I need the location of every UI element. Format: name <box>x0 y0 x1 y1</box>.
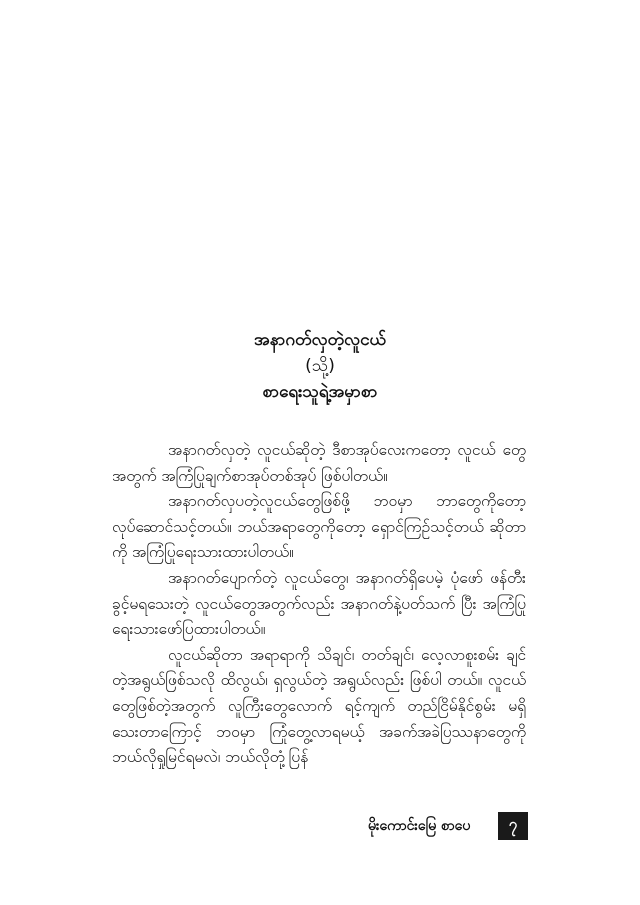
footer-author: မိုးကောင်းမြေ စာပေ <box>368 818 471 834</box>
page-subtitle: စာရေးသူရဲ့အမှာစာ <box>262 382 378 402</box>
title-conjunction: (သို့) <box>305 356 335 376</box>
title-block <box>0 327 640 405</box>
page-footer <box>360 812 528 840</box>
page-number: ၇ <box>508 815 518 833</box>
page-title: အနာဂတ်လှတဲ့လူငယ် <box>253 330 386 350</box>
page-number-box <box>498 812 528 840</box>
paragraph-1: အနာဂတ်လှတဲ့ လူငယ်ဆိုတဲ့ ဒီစာအုပ်လေးကတော့ လူငယ် တွေအတွက် အကြံပြုချက်စာအုပ်တစ်အုပ် ဖြစ်ပါတယ်။ <box>112 441 526 485</box>
paragraph-3: အနာဂတ်ပျောက်တဲ့ လူငယ်တွေ၊ အနာဂတ်ရှိပေမဲ့ ပုံဖော် ဖန်တီးခွင့်မရသေးတဲ့ လူငယ်တွေအတွက်လည်း အနာဂတ်နဲ့ပတ်သက် ပြီး အကြံပြုရေးသားဖော်ပြထားပါတယ်။ <box>112 568 526 639</box>
body-text <box>112 438 526 771</box>
paragraph-4: လူငယ်ဆိုတာ အရာရာကို သိချင်၊ တတ်ချင်၊ လေ့လာစူးစမ်း ချင်တဲ့အရွယ်ဖြစ်သလို ထိလွယ်၊ ရှလွယ်တဲ့ အရွယ်လည်း ဖြစ်ပါ တယ်။ လူငယ်တွေဖြစ်တဲ့အတွက် လူကြီးတွေလောက် ရင့်ကျက် တည်ငြိမ်နိုင်စွမ်း မရှိသေးတာကြောင့် ဘဝမှာ ကြုံတွေ့လာရမယ့် အခက်အခဲပြဿနာတွေကို ဘယ်လိုရှုမြင်ရမလဲ၊ ဘယ်လိုတုံ့ပြန် <box>112 645 526 767</box>
paragraph-2: အနာဂတ်လှပတဲ့လူငယ်တွေဖြစ်ဖို့ ဘဝမှာ ဘာတွေကိုတော့ လုပ်ဆောင်သင့်တယ်။ ဘယ်အရာတွေကိုတော့ ရှောင်ကြဉ်သင့်တယ် ဆိုတာကို အကြံပြုရေးသားထားပါတယ်။ <box>112 492 526 562</box>
